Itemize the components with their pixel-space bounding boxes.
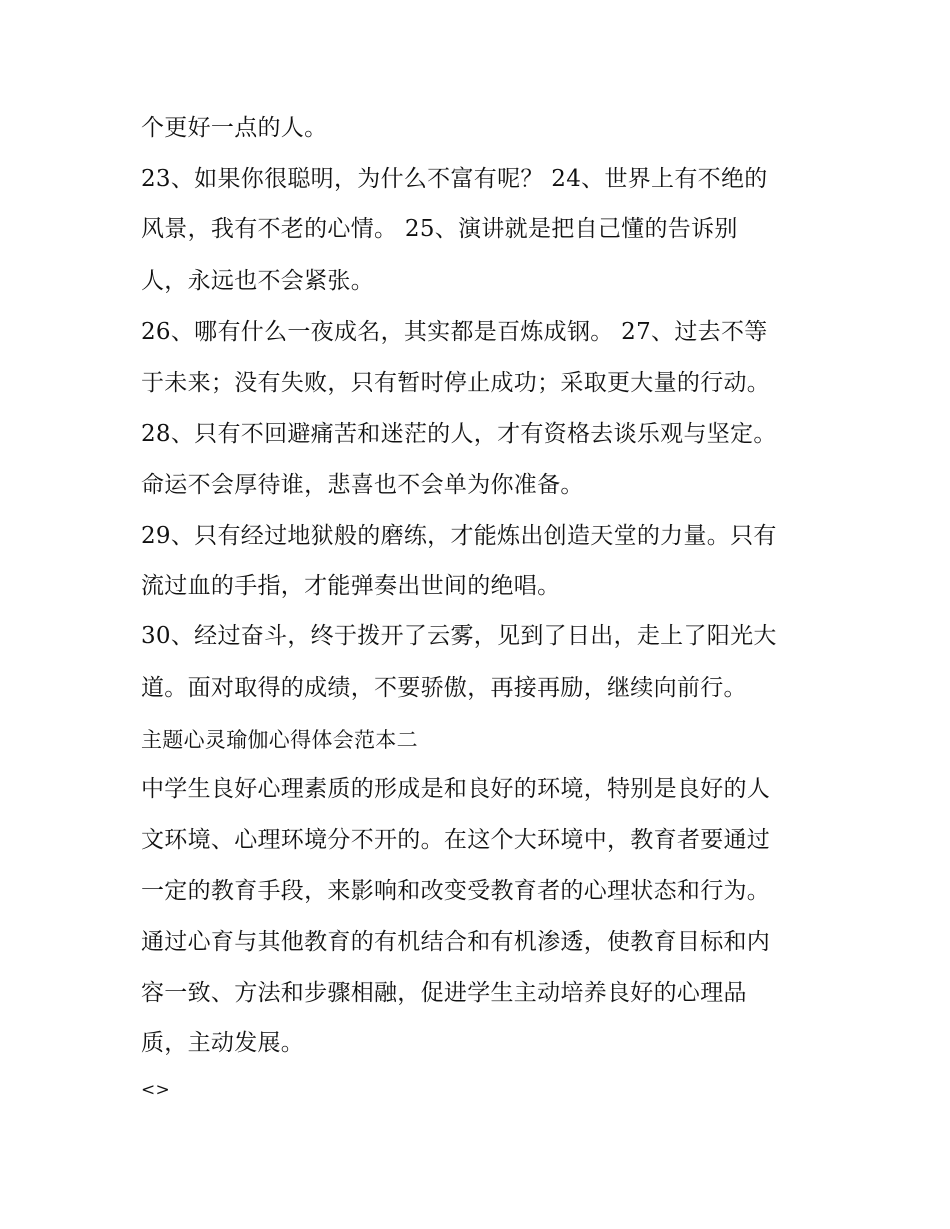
text-line: 命运不会厚待谁，悲喜也不会单为你准备。 [141,472,584,498]
text-line: 容一致、方法和步骤相融，促进学生主动培养良好的心理品 [141,980,747,1006]
text-line: 28、只有不回避痛苦和迷茫的人，才有资格去谈乐观与坚定。 [141,421,777,447]
text-line: 风景，我有不老的心情。 25、演讲就是把自己懂的告诉别 [141,216,738,242]
text-line: 通过心育与其他教育的有机结合和有机渗透，使教育目标和内 [141,929,771,955]
text-line: 文环境、心理环境分不开的。在这个大环境中，教育者要通过 [141,827,771,853]
text-line: 个更好一点的人。 [141,115,328,141]
text-line: 26、哪有什么一夜成名，其实都是百炼成钢。 27、过去不等 [141,319,768,345]
text-line: 道。面对取得的成绩，不要骄傲，再接再励，继续向前行。 [141,675,747,701]
text-line: 29、只有经过地狱般的磨练，才能炼出创造天堂的力量。只有 [141,523,777,549]
text-line: 30、经过奋斗，终于拨开了云雾，见到了日出，走上了阳光大 [141,623,777,649]
text-line: 人，永远也不会紧张。 [141,268,374,294]
angle-brackets-text: <> [141,1080,171,1100]
section-heading: 主题心灵瑜伽心得体会范本二 [141,728,418,752]
text-line: 质，主动发展。 [141,1030,305,1056]
text-line: 流过血的手指，才能弹奏出世间的绝唱。 [141,573,561,599]
text-line: 于未来；没有失败，只有暂时停止成功；采取更大量的行动。 [141,370,771,396]
text-line: 中学生良好心理素质的形成是和良好的环境，特别是良好的人 [141,776,771,802]
text-line: 23、如果你很聪明，为什么不富有呢？ 24、世界上有不绝的 [141,166,768,192]
text-line: 一定的教育手段，来影响和改变受教育者的心理状态和行为。 [141,878,771,904]
